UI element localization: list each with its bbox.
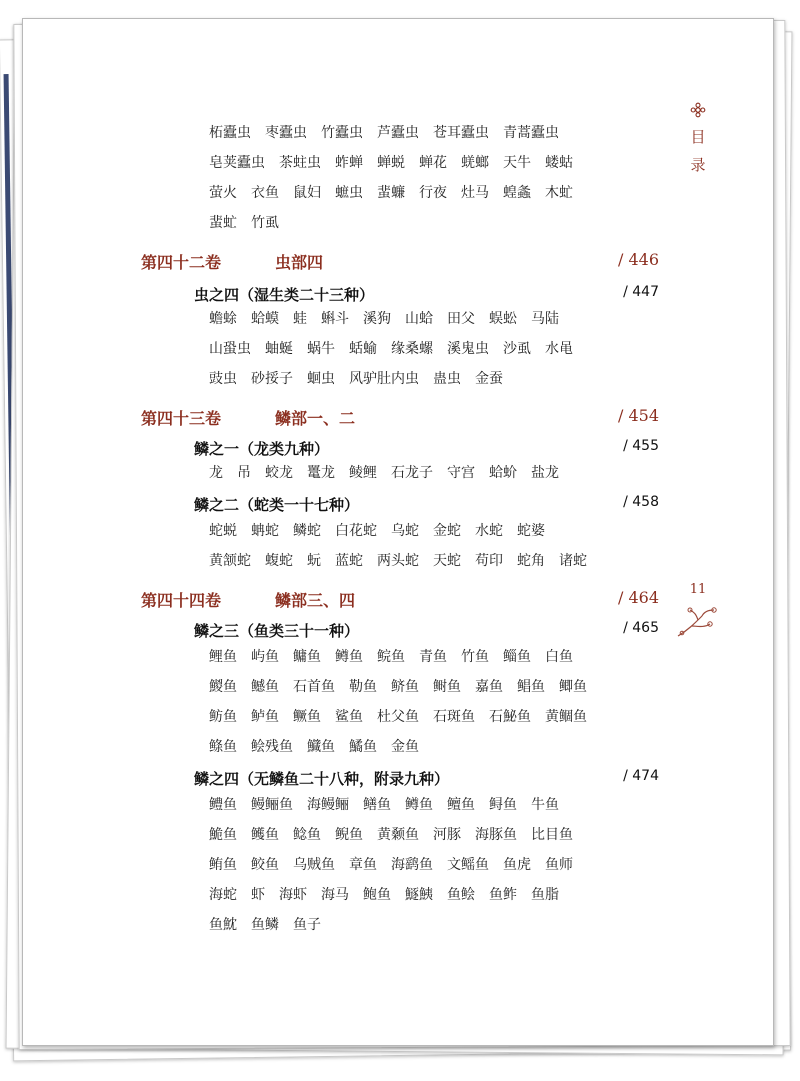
- toc-entry[interactable]: 河豚: [433, 827, 461, 843]
- toc-entry[interactable]: 鼍龙: [307, 465, 335, 481]
- toc-entry[interactable]: 蛤蚧: [489, 465, 517, 481]
- toc-entry[interactable]: 衣鱼: [251, 185, 279, 201]
- toc-entry[interactable]: 山蛤: [405, 311, 433, 327]
- toc-entry-row: [209, 736, 433, 760]
- toc-entry[interactable]: 鱵鱼: [307, 739, 335, 755]
- toc-entry[interactable]: 青蒿蠹虫: [503, 125, 559, 141]
- section-heading[interactable]: [194, 281, 659, 307]
- toc-entry[interactable]: 嘉鱼: [475, 679, 503, 695]
- volume-page: / 464: [617, 588, 659, 607]
- toc-entry[interactable]: 蜚虻: [209, 215, 237, 231]
- toc-entry[interactable]: 枣蠹虫: [265, 125, 307, 141]
- toc-entry[interactable]: 蛙: [293, 311, 307, 327]
- section-title: 鳞之二（蛇类一十七种）: [194, 496, 360, 514]
- toc-entry[interactable]: 鼠妇: [293, 185, 321, 201]
- toc-entry[interactable]: 石龙子: [391, 465, 433, 481]
- toc-entry[interactable]: 沙虱: [503, 341, 531, 357]
- toc-entry[interactable]: 杜父鱼: [377, 709, 419, 725]
- toc-entry[interactable]: 萤火: [209, 185, 237, 201]
- toc-entry[interactable]: 海鹞鱼: [391, 857, 433, 873]
- toc-entry[interactable]: 竹虱: [251, 215, 279, 231]
- toc-entry[interactable]: 山蛩虫: [209, 341, 251, 357]
- toc-entry[interactable]: 金鱼: [391, 739, 419, 755]
- toc-entry[interactable]: 黄颡鱼: [377, 827, 419, 843]
- toc-entry[interactable]: 白花蛇: [335, 523, 377, 539]
- toc-entry[interactable]: 鲫鱼: [559, 679, 587, 695]
- toc-entry[interactable]: 茶蛀虫: [279, 155, 321, 171]
- toc-entry[interactable]: 苍耳蠹虫: [433, 125, 489, 141]
- toc-entry[interactable]: 鱼鳞: [251, 917, 279, 933]
- page-number: 11: [689, 582, 707, 597]
- toc-entry[interactable]: 水蛇: [475, 523, 503, 539]
- toc-entry-row: [209, 884, 573, 908]
- toc-entry[interactable]: 蛊虫: [433, 371, 461, 387]
- plum-branch-icon: [674, 604, 722, 640]
- volume-name: 鳞部三、四: [275, 591, 356, 610]
- toc-entry-row: [209, 676, 601, 700]
- toc-entry[interactable]: 鳣鱼: [447, 797, 475, 813]
- toc-entry[interactable]: 蝉花: [419, 155, 447, 171]
- toc-entry[interactable]: 鳞蛇: [293, 523, 321, 539]
- section-title: 鳞之一（龙类九种）: [194, 440, 330, 458]
- toc-entry[interactable]: 蜗牛: [307, 341, 335, 357]
- toc-entry[interactable]: 蝌斗: [321, 311, 349, 327]
- toc-entry[interactable]: 青鱼: [419, 649, 447, 665]
- section-page: / 474: [623, 768, 659, 784]
- volume-heading[interactable]: [141, 584, 659, 612]
- toc-entry[interactable]: 蜈蚣: [489, 311, 517, 327]
- toc-entry[interactable]: 鱼鲊: [489, 887, 517, 903]
- toc-entry-row: [209, 122, 573, 146]
- section-heading[interactable]: [194, 491, 659, 517]
- toc-entry[interactable]: 黄鲴鱼: [545, 709, 587, 725]
- toc-entry[interactable]: 鳠鱼: [251, 827, 279, 843]
- toc-entry[interactable]: 蛤蟆: [251, 311, 279, 327]
- toc-entry[interactable]: 石鮅鱼: [489, 709, 531, 725]
- toc-entry-row: [209, 152, 587, 176]
- section-page: / 447: [623, 284, 659, 300]
- toc-entry[interactable]: 溪鬼虫: [447, 341, 489, 357]
- toc-entry-row: [209, 794, 573, 818]
- volume-name: 虫部四: [275, 253, 324, 272]
- toc-entry[interactable]: 鱼虎: [503, 857, 531, 873]
- toc-entry[interactable]: 鮠鱼: [209, 827, 237, 843]
- toc-entry[interactable]: 鲮鲤: [349, 465, 377, 481]
- section-page: / 465: [623, 620, 659, 636]
- toc-entry[interactable]: 鲂鱼: [209, 709, 237, 725]
- toc-entry[interactable]: 鳟鱼: [335, 649, 363, 665]
- toc-entry-row: [209, 706, 601, 730]
- toc-entry[interactable]: 鲚鱼: [391, 679, 419, 695]
- toc-entry[interactable]: 鯼鱼: [209, 679, 237, 695]
- toc-entry[interactable]: 蝉蜕: [377, 155, 405, 171]
- toc-entry[interactable]: 鳜鱼: [293, 709, 321, 725]
- toc-entry[interactable]: 竹鱼: [461, 649, 489, 665]
- toc-entry[interactable]: 鳗鲡鱼: [251, 797, 293, 813]
- toc-entry-row: [209, 824, 587, 848]
- section-title: 鳞之三（鱼类三十一种）: [194, 622, 360, 640]
- toc-entry[interactable]: 鲟鱼: [489, 797, 517, 813]
- toc-entry[interactable]: 诸蛇: [559, 553, 587, 569]
- toc-entry[interactable]: 鱼脂: [531, 887, 559, 903]
- volume-heading[interactable]: [141, 402, 659, 430]
- toc-entry[interactable]: 鲍鱼: [363, 887, 391, 903]
- flower-ornament-icon: [690, 102, 706, 118]
- toc-entry[interactable]: 鲦鱼: [209, 739, 237, 755]
- toc-entry[interactable]: 天牛: [503, 155, 531, 171]
- toc-entry[interactable]: 溪狗: [363, 311, 391, 327]
- toc-entry[interactable]: 鲻鱼: [503, 649, 531, 665]
- toc-entry[interactable]: 海虾: [279, 887, 307, 903]
- toc-entry[interactable]: 蛇角: [517, 553, 545, 569]
- toc-entry[interactable]: 龙: [209, 465, 223, 481]
- toc-entry[interactable]: 文鳐鱼: [447, 857, 489, 873]
- toc-entry[interactable]: 黄颔蛇: [209, 553, 251, 569]
- toc-entry[interactable]: 蚰蜒: [265, 341, 293, 357]
- toc-entry[interactable]: 白鱼: [545, 649, 573, 665]
- toc-entry[interactable]: 守宫: [447, 465, 475, 481]
- section-heading[interactable]: [194, 435, 659, 461]
- toc-entry-row: [209, 182, 587, 206]
- toc-entry-row: [209, 368, 517, 392]
- toc-entry[interactable]: 鲶鱼: [293, 827, 321, 843]
- toc-entry[interactable]: 鲙残鱼: [251, 739, 293, 755]
- toc-entry[interactable]: 马陆: [531, 311, 559, 327]
- toc-entry[interactable]: 蜚蠊: [377, 185, 405, 201]
- toc-entry[interactable]: 勒鱼: [349, 679, 377, 695]
- volume-page: / 454: [617, 406, 659, 425]
- toc-entry[interactable]: 豉虫: [209, 371, 237, 387]
- toc-entry[interactable]: 柘蠹虫: [209, 125, 251, 141]
- toc-entry[interactable]: 鱼魫: [209, 917, 237, 933]
- toc-entry[interactable]: 蚖: [307, 553, 321, 569]
- section-title: 鳞之四（无鳞鱼二十八种，附录九种）: [194, 770, 450, 788]
- toc-entry[interactable]: 章鱼: [349, 857, 377, 873]
- section-page: / 458: [623, 494, 659, 510]
- toc-entry[interactable]: 缘桑螺: [391, 341, 433, 357]
- toc-entry-row: [209, 550, 601, 574]
- toc-entry-row: [209, 338, 587, 362]
- toc-entry[interactable]: 乌贼鱼: [293, 857, 335, 873]
- toc-entry[interactable]: 金蛇: [433, 523, 461, 539]
- toc-entry[interactable]: 蛞蝓: [349, 341, 377, 357]
- section-heading[interactable]: [194, 617, 659, 643]
- toc-entry[interactable]: 鲩鱼: [377, 649, 405, 665]
- toc-entry-row: [209, 308, 573, 332]
- toc-entry[interactable]: 蝼蛄: [545, 155, 573, 171]
- toc-entry-row: [209, 520, 559, 544]
- toc-entry[interactable]: 比目鱼: [531, 827, 573, 843]
- toc-entry[interactable]: 虾: [251, 887, 265, 903]
- toc-entry[interactable]: 竹蠹虫: [321, 125, 363, 141]
- section-title: 虫之四（湿生类二十三种）: [194, 286, 375, 304]
- toc-entry[interactable]: 鲥鱼: [433, 679, 461, 695]
- toc-entry[interactable]: 蚺蛇: [251, 523, 279, 539]
- toc-entry[interactable]: 金蚕: [475, 371, 503, 387]
- toc-entry[interactable]: 鲨鱼: [335, 709, 363, 725]
- toc-entry[interactable]: 鲳鱼: [517, 679, 545, 695]
- toc-entry[interactable]: 鲛鱼: [251, 857, 279, 873]
- toc-entry[interactable]: 海马: [321, 887, 349, 903]
- toc-entry[interactable]: 蟅虫: [335, 185, 363, 201]
- section-page: / 455: [623, 438, 659, 454]
- toc-entry[interactable]: 鱼师: [545, 857, 573, 873]
- toc-entry[interactable]: 鱁鮧: [405, 887, 433, 903]
- toc-entry[interactable]: 芦蠹虫: [377, 125, 419, 141]
- toc-entry[interactable]: 蚱蝉: [335, 155, 363, 171]
- toc-entry[interactable]: 鱊鱼: [349, 739, 377, 755]
- toc-entry[interactable]: 蟾蜍: [209, 311, 237, 327]
- toc-entry[interactable]: 木虻: [545, 185, 573, 201]
- toc-entry-row: [209, 646, 587, 670]
- volume-title: 第四十二卷: [141, 253, 222, 272]
- toc-entry[interactable]: 苟印: [475, 553, 503, 569]
- toc-entry-row: [209, 462, 573, 486]
- toc-entry[interactable]: 鳡鱼: [251, 679, 279, 695]
- toc-entry[interactable]: 风驴肚内虫: [349, 371, 419, 387]
- toc-entry[interactable]: 天蛇: [433, 553, 461, 569]
- side-label-mu: 目: [690, 128, 706, 146]
- toc-entry[interactable]: 蛇蜕: [209, 523, 237, 539]
- toc-entry[interactable]: 蛇婆: [517, 523, 545, 539]
- toc-entry[interactable]: 鳟鱼: [405, 797, 433, 813]
- toc-entry[interactable]: 蜣螂: [461, 155, 489, 171]
- section-heading[interactable]: [194, 765, 659, 791]
- toc-entry[interactable]: 牛鱼: [531, 797, 559, 813]
- toc-entry[interactable]: 鲤鱼: [209, 649, 237, 665]
- toc-entry-row: [209, 914, 335, 938]
- volume-heading[interactable]: [141, 246, 659, 274]
- toc-entry[interactable]: 水黾: [545, 341, 573, 357]
- toc-entry[interactable]: 鲈鱼: [251, 709, 279, 725]
- toc-entry[interactable]: 鳝鱼: [363, 797, 391, 813]
- toc-entry-row: [209, 854, 587, 878]
- toc-entry[interactable]: 石首鱼: [293, 679, 335, 695]
- toc-entry[interactable]: 两头蛇: [377, 553, 419, 569]
- toc-entry[interactable]: 灶马: [461, 185, 489, 201]
- toc-entry[interactable]: 石斑鱼: [433, 709, 475, 725]
- toc-entry[interactable]: 海豚鱼: [475, 827, 517, 843]
- volume-title: 第四十三卷: [141, 409, 222, 428]
- toc-entry[interactable]: 鱼鲙: [447, 887, 475, 903]
- toc-entry[interactable]: 蝗螽: [503, 185, 531, 201]
- toc-entry[interactable]: 乌蛇: [391, 523, 419, 539]
- toc-entry[interactable]: 屿鱼: [251, 649, 279, 665]
- toc-entry[interactable]: 鱼子: [293, 917, 321, 933]
- toc-entry[interactable]: 行夜: [419, 185, 447, 201]
- side-label-lu: 录: [690, 156, 706, 174]
- toc-entry-row: [209, 212, 293, 236]
- toc-entry[interactable]: 蛟龙: [265, 465, 293, 481]
- volume-title: 第四十四卷: [141, 591, 222, 610]
- toc-entry[interactable]: 田父: [447, 311, 475, 327]
- toc-entry[interactable]: 海蛇: [209, 887, 237, 903]
- toc-entry[interactable]: 蝮蛇: [265, 553, 293, 569]
- toc-entry[interactable]: 皂荚蠹虫: [209, 155, 265, 171]
- volume-page: / 446: [617, 250, 659, 269]
- toc-entry[interactable]: 蓝蛇: [335, 553, 363, 569]
- toc-entry[interactable]: 吊: [237, 465, 251, 481]
- volume-name: 鳞部一、二: [275, 409, 356, 428]
- toc-entry[interactable]: 海鳗鲡: [307, 797, 349, 813]
- toc-entry[interactable]: 蛔虫: [307, 371, 335, 387]
- toc-entry[interactable]: 鲵鱼: [335, 827, 363, 843]
- toc-entry[interactable]: 鳙鱼: [293, 649, 321, 665]
- toc-entry[interactable]: 鳢鱼: [209, 797, 237, 813]
- toc-entry[interactable]: 鲔鱼: [209, 857, 237, 873]
- toc-entry[interactable]: 盐龙: [531, 465, 559, 481]
- toc-entry[interactable]: 砂挼子: [251, 371, 293, 387]
